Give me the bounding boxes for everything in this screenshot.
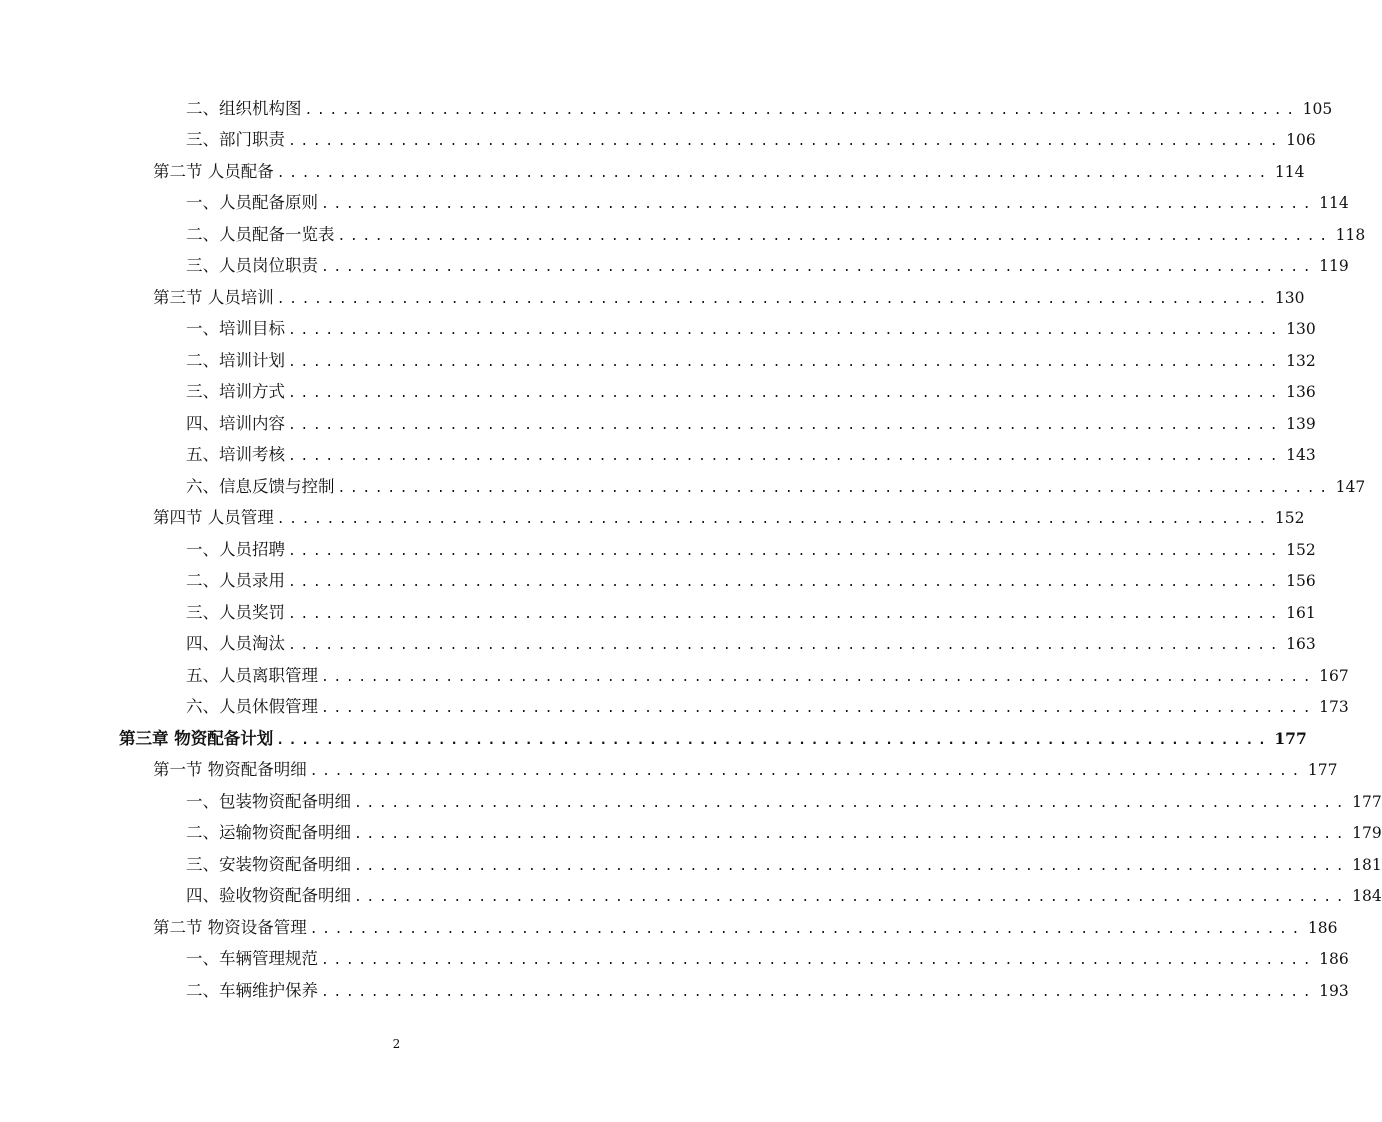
dot-leader: ................................................................................ bbox=[337, 480, 1332, 496]
toc-entry-label: 二、组织机构图 bbox=[186, 98, 302, 118]
toc-entry-label: 一、培训目标 bbox=[186, 319, 285, 339]
toc-entry-page: 173 bbox=[1319, 698, 1349, 717]
toc-entry-page: 163 bbox=[1286, 635, 1316, 654]
dot-leader: ................................................................................ bbox=[276, 732, 1271, 748]
toc-entry-label: 第二节 人员配备 bbox=[153, 161, 274, 181]
toc-entry-label: 三、部门职责 bbox=[186, 130, 285, 150]
dot-leader: ................................................................................ bbox=[288, 354, 1283, 370]
dot-leader: ................................................................................ bbox=[321, 197, 1316, 213]
dot-leader: ................................................................................ bbox=[354, 858, 1349, 874]
dot-leader: ................................................................................ bbox=[321, 701, 1316, 717]
toc-entry-item[interactable] bbox=[0, 566, 1316, 598]
toc-entry-page: 177 bbox=[1307, 761, 1338, 780]
dot-leader: ................................................................................ bbox=[309, 764, 1304, 780]
toc-entry-page: 167 bbox=[1319, 666, 1349, 685]
dot-leader: ................................................................................ bbox=[288, 638, 1283, 654]
toc-entry-item[interactable] bbox=[0, 975, 1349, 1007]
toc-entry-label: 四、人员淘汰 bbox=[186, 634, 285, 654]
toc-entry-label: 一、人员配备原则 bbox=[186, 193, 318, 213]
toc-entry-page: 105 bbox=[1302, 99, 1333, 118]
toc-entry-label: 四、培训内容 bbox=[186, 413, 285, 433]
toc-entry-page: 130 bbox=[1274, 288, 1305, 307]
toc-entry-label: 五、人员离职管理 bbox=[186, 665, 318, 685]
toc-entry-label: 第三节 人员培训 bbox=[153, 287, 274, 307]
toc-entry-item[interactable] bbox=[0, 219, 1366, 251]
dot-leader: ................................................................................ bbox=[337, 228, 1332, 244]
toc-entry-page: 139 bbox=[1286, 414, 1316, 433]
toc-entry-label: 二、运输物资配备明细 bbox=[186, 823, 351, 843]
toc-entry-item[interactable] bbox=[0, 408, 1316, 440]
dot-leader: ................................................................................ bbox=[288, 449, 1283, 465]
toc-entry-page: 179 bbox=[1352, 824, 1382, 843]
toc-entry-item[interactable] bbox=[0, 377, 1316, 409]
toc-entry-section[interactable] bbox=[0, 755, 1338, 787]
toc-entry-label: 三、人员奖罚 bbox=[186, 602, 285, 622]
toc-entry-section[interactable] bbox=[0, 912, 1338, 944]
toc-entry-page: 114 bbox=[1274, 162, 1305, 181]
toc-entry-item[interactable] bbox=[0, 692, 1349, 724]
dot-leader: ................................................................................ bbox=[354, 827, 1349, 843]
toc-entry-item[interactable] bbox=[0, 849, 1382, 881]
toc-entry-item[interactable] bbox=[0, 534, 1316, 566]
toc-entry-item[interactable] bbox=[0, 93, 1333, 125]
dot-leader: ................................................................................ bbox=[288, 575, 1283, 591]
dot-leader: ................................................................................ bbox=[354, 795, 1349, 811]
toc-entry-section[interactable] bbox=[0, 156, 1305, 188]
toc-entry-item[interactable] bbox=[0, 944, 1349, 976]
toc-entry-page: 152 bbox=[1274, 509, 1305, 528]
dot-leader: ................................................................................ bbox=[288, 323, 1283, 339]
toc-entry-label: 六、人员休假管理 bbox=[186, 697, 318, 717]
toc-entry-section[interactable] bbox=[0, 503, 1305, 535]
toc-entry-label: 二、车辆维护保养 bbox=[186, 980, 318, 1000]
toc-entry-item[interactable] bbox=[0, 188, 1349, 220]
toc-entry-item[interactable] bbox=[0, 251, 1349, 283]
table-of-contents bbox=[0, 93, 1382, 1007]
toc-entry-label: 第三章 物资配备计划 bbox=[119, 728, 274, 748]
dot-leader: ................................................................................ bbox=[321, 953, 1316, 969]
toc-entry-page: 143 bbox=[1286, 446, 1316, 465]
toc-entry-label: 四、验收物资配备明细 bbox=[186, 886, 351, 906]
dot-leader: ................................................................................ bbox=[288, 543, 1283, 559]
toc-entry-item[interactable] bbox=[0, 660, 1349, 692]
toc-entry-item[interactable] bbox=[0, 440, 1316, 472]
toc-entry-page: 193 bbox=[1319, 981, 1349, 1000]
toc-entry-label: 第一节 物资配备明细 bbox=[153, 760, 307, 780]
toc-entry-label: 二、培训计划 bbox=[186, 350, 285, 370]
toc-entry-page: 147 bbox=[1335, 477, 1366, 496]
toc-entry-item[interactable] bbox=[0, 345, 1316, 377]
toc-entry-page: 152 bbox=[1286, 540, 1316, 559]
dot-leader: ................................................................................ bbox=[354, 890, 1349, 906]
toc-entry-chapter[interactable] bbox=[0, 723, 1307, 755]
toc-entry-item[interactable] bbox=[0, 629, 1316, 661]
toc-entry-item[interactable] bbox=[0, 786, 1382, 818]
toc-entry-page: 136 bbox=[1286, 383, 1316, 402]
toc-entry-label: 二、人员配备一览表 bbox=[186, 224, 335, 244]
toc-entry-item[interactable] bbox=[0, 314, 1316, 346]
toc-entry-label: 第四节 人员管理 bbox=[153, 508, 274, 528]
toc-entry-label: 一、车辆管理规范 bbox=[186, 949, 318, 969]
toc-entry-page: 118 bbox=[1335, 225, 1366, 244]
toc-entry-page: 186 bbox=[1307, 918, 1338, 937]
toc-entry-label: 一、人员招聘 bbox=[186, 539, 285, 559]
toc-entry-page: 177 bbox=[1352, 792, 1382, 811]
toc-entry-page: 177 bbox=[1274, 728, 1307, 748]
toc-entry-item[interactable] bbox=[0, 818, 1382, 850]
toc-entry-page: 186 bbox=[1319, 950, 1349, 969]
dot-leader: ................................................................................ bbox=[321, 260, 1316, 276]
dot-leader: ................................................................................ bbox=[309, 921, 1304, 937]
toc-entry-label: 三、培训方式 bbox=[186, 382, 285, 402]
toc-entry-label: 二、人员录用 bbox=[186, 571, 285, 591]
toc-entry-page: 119 bbox=[1319, 257, 1349, 276]
dot-leader: ................................................................................ bbox=[288, 134, 1283, 150]
toc-entry-label: 第二节 物资设备管理 bbox=[153, 917, 307, 937]
toc-entry-item[interactable] bbox=[0, 597, 1316, 629]
dot-leader: ................................................................................ bbox=[288, 386, 1283, 402]
dot-leader: ................................................................................ bbox=[321, 669, 1316, 685]
page-number: 2 bbox=[392, 1037, 401, 1051]
toc-entry-item[interactable] bbox=[0, 471, 1366, 503]
dot-leader: ................................................................................ bbox=[276, 165, 1271, 181]
toc-entry-page: 106 bbox=[1286, 131, 1316, 150]
toc-entry-label: 三、安装物资配备明细 bbox=[186, 854, 351, 874]
toc-entry-label: 五、培训考核 bbox=[186, 445, 285, 465]
toc-entry-page: 184 bbox=[1352, 887, 1382, 906]
toc-entry-item[interactable] bbox=[0, 125, 1316, 157]
toc-entry-label: 一、包装物资配备明细 bbox=[186, 791, 351, 811]
toc-entry-label: 六、信息反馈与控制 bbox=[186, 476, 335, 496]
dot-leader: ................................................................................ bbox=[321, 984, 1316, 1000]
toc-entry-item[interactable] bbox=[0, 881, 1382, 913]
dot-leader: ................................................................................ bbox=[304, 102, 1299, 118]
toc-entry-label: 三、人员岗位职责 bbox=[186, 256, 318, 276]
dot-leader: ................................................................................ bbox=[288, 417, 1283, 433]
toc-entry-page: 161 bbox=[1286, 603, 1316, 622]
dot-leader: ................................................................................ bbox=[276, 512, 1271, 528]
toc-entry-section[interactable] bbox=[0, 282, 1305, 314]
dot-leader: ................................................................................ bbox=[276, 291, 1271, 307]
toc-entry-page: 156 bbox=[1286, 572, 1316, 591]
dot-leader: ................................................................................ bbox=[288, 606, 1283, 622]
toc-entry-page: 130 bbox=[1286, 320, 1316, 339]
toc-entry-page: 181 bbox=[1352, 855, 1382, 874]
toc-entry-page: 132 bbox=[1286, 351, 1316, 370]
toc-entry-page: 114 bbox=[1319, 194, 1349, 213]
